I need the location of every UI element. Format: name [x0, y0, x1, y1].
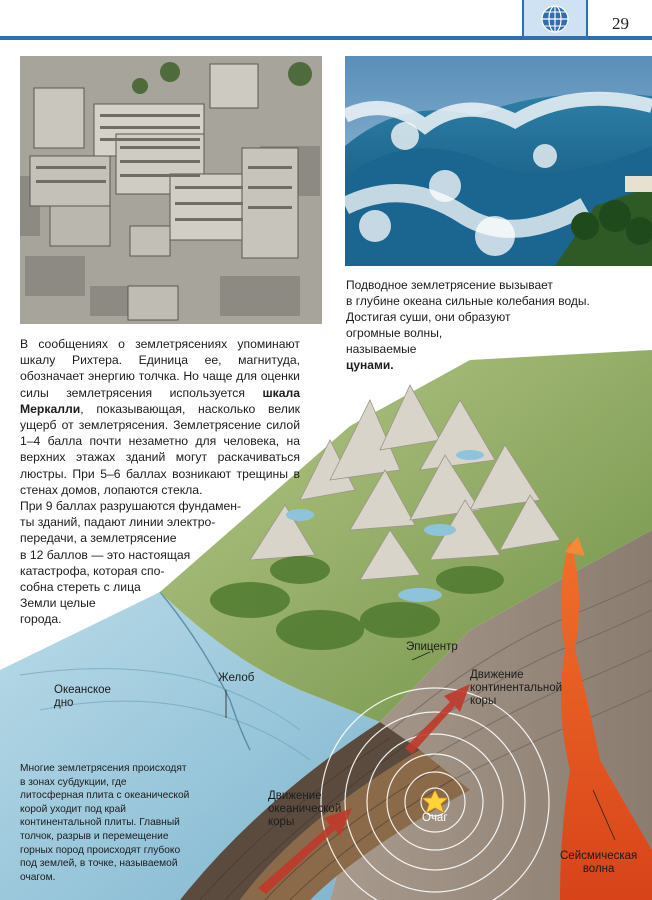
oceanic-crust-motion-label: Движение океанической коры	[268, 790, 342, 828]
epicenter-label: Эпицентр	[406, 641, 458, 653]
ocean-floor-label: Океанское дно	[54, 684, 111, 709]
article-paragraph	[20, 336, 300, 498]
article-text-part: , показывающая, насколько велик ущерб от землетрясения. Землетрясение силой 1–4 балла почти незаметно для человека, на верхних этажах зданий могут раскачиваться люстры. При 5–6 баллах возникают трещины в стенах домов, лопаются стекла.	[20, 401, 300, 497]
article-text-part: В сообщениях о землетрясениях упоминают шкалу Рихтера. Единица ее, магнитуда, обозначает энергию толчка. Но чаще для оценки силы землетрясения используется	[20, 337, 300, 400]
continental-crust-motion-label: Движение континентальной коры	[470, 669, 563, 707]
focus-label: Очаг	[422, 812, 448, 824]
article-line: При 9 баллах разрушаются фундамен-	[20, 499, 242, 514]
caption-line: огромные волны,	[346, 326, 443, 340]
article-line: города.	[20, 612, 62, 627]
article-line: в 12 баллов — это настоящая	[20, 547, 191, 562]
caption-line: в глубине океана сильные колебания воды.	[346, 294, 590, 308]
caption-line: Подводное землетрясение вызывает	[346, 278, 553, 292]
article-text	[20, 336, 300, 628]
trench-label: Желоб	[218, 672, 255, 684]
article-line: катастрофа, которая спо-	[20, 563, 165, 578]
earthquake-ruins-photo	[20, 56, 322, 324]
tsunami-illustration	[345, 56, 652, 266]
article-line: передачи, а землетрясение	[20, 531, 177, 546]
caption-line: Достигая суши, они образуют	[346, 310, 511, 324]
article-line: Земли целые	[20, 596, 96, 611]
section-tab	[522, 0, 588, 38]
globe-icon	[534, 3, 576, 35]
page-number: 29	[612, 14, 629, 33]
subduction-note: Многие землетрясения происходят в зонах субдукции, где литосферная плита с океанической корой уходит под край континентальной плиты. Главный толчок, разрыв и перемещение горных пород происходят глубоко под землей, в точке, называемой очагом.	[20, 763, 190, 883]
article-line: ты зданий, падают линии электро-	[20, 515, 216, 530]
article-tapered-lines	[20, 498, 280, 628]
caption-line: называемые	[346, 342, 417, 356]
seismic-wave-label: Сейсмическая волна	[560, 850, 638, 875]
article-line: собна стереть с лица	[20, 580, 141, 595]
mercalli-scale-term: шкала Меркалли	[20, 385, 300, 416]
tsunami-term: цунами	[346, 358, 391, 372]
term-suffix: .	[390, 358, 394, 372]
